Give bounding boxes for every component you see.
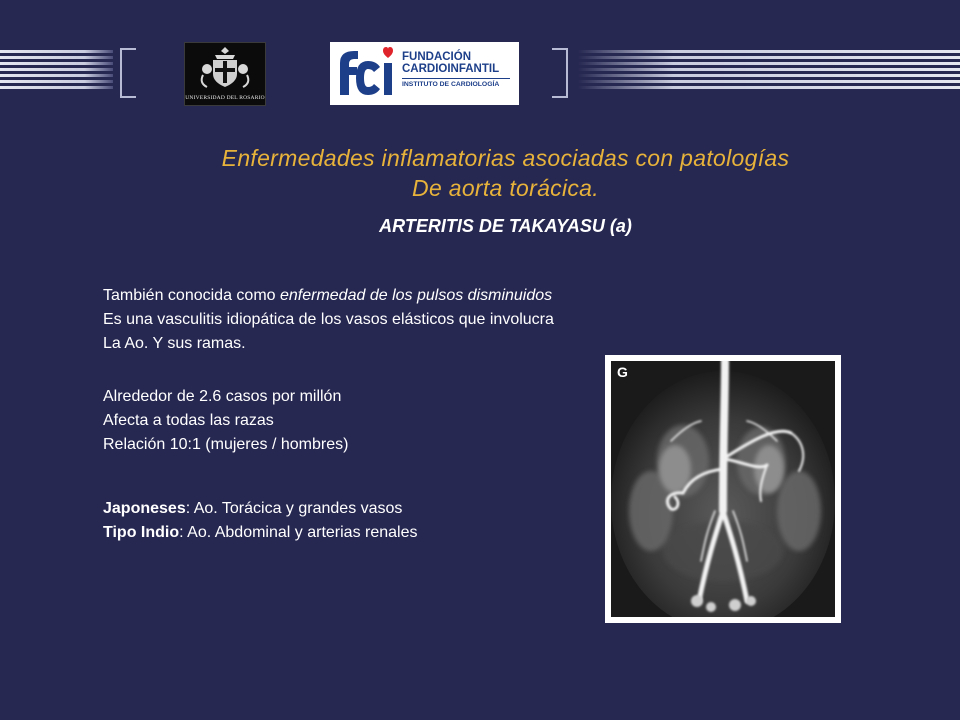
- bracket-left: [120, 48, 136, 98]
- stripe-line: [0, 74, 113, 77]
- title-line-2: De aorta torácica.: [412, 175, 599, 201]
- mri-angiography-image: [605, 355, 841, 623]
- mri-scan: [611, 361, 835, 617]
- fci-line2: CARDIOINFANTIL: [402, 63, 500, 75]
- epidemiology-line-1: Alrededor de 2.6 casos por millón: [103, 388, 342, 405]
- fci-divider: [402, 78, 510, 79]
- bracket-right: [552, 48, 568, 98]
- stripe-line: [578, 56, 960, 59]
- type-japanese-label: Japoneses: [103, 500, 186, 517]
- definition-line-1-text: También conocida como: [103, 287, 280, 304]
- fci-mark-icon: [336, 45, 400, 101]
- stripe-line: [0, 68, 113, 71]
- definition-line-2: Es una vasculitis idiopática de los vasos elásticos que involucra: [103, 311, 554, 328]
- slide-subtitle: ARTERITIS DE TAKAYASU (a): [379, 216, 632, 236]
- fci-line3: INSTITUTO DE CARDIOLOGÍA: [402, 81, 500, 88]
- definition-paragraph: [103, 284, 554, 356]
- header-stripes-left: [0, 48, 113, 94]
- image-panel-label: G: [617, 364, 628, 380]
- title-line-1: Enfermedades inflamatorias asociadas con patologías: [221, 145, 790, 171]
- type-indian-label: Tipo Indio: [103, 524, 180, 541]
- epidemiology-paragraph: [103, 385, 348, 457]
- fci-line1: FUNDACIÓN: [402, 51, 471, 63]
- stripe-line: [578, 74, 960, 77]
- epidemiology-line-3: Relación 10:1 (mujeres / hombres): [103, 436, 349, 453]
- stripe-line: [0, 86, 113, 89]
- slide-title: [0, 143, 960, 203]
- stripe-line: [578, 80, 960, 83]
- definition-line-1: [103, 284, 554, 308]
- stripe-line: [0, 80, 113, 83]
- crest-icon: [185, 43, 265, 93]
- stripe-line: [0, 62, 113, 65]
- definition-line-3: La Ao. Y sus ramas.: [103, 335, 246, 352]
- stripe-line: [578, 62, 960, 65]
- epidemiology-line-2: Afecta a todas las razas: [103, 412, 274, 429]
- stripe-line: [578, 86, 960, 89]
- type-japanese: [103, 497, 418, 521]
- fundacion-cardioinfantil-logo: [330, 42, 519, 105]
- stripe-line: [0, 56, 113, 59]
- header-stripes-right: [578, 48, 960, 94]
- stripe-line: [578, 50, 960, 53]
- type-indian: [103, 521, 418, 545]
- type-indian-desc: : Ao. Abdominal y arterias renales: [179, 524, 418, 541]
- disease-alias: enfermedad de los pulsos disminuidos: [279, 287, 553, 304]
- stripe-line: [0, 50, 113, 53]
- type-japanese-desc: : Ao. Torácica y grandes vasos: [185, 500, 403, 517]
- types-paragraph: [103, 497, 418, 545]
- universidad-del-rosario-logo: [184, 42, 266, 106]
- stripe-line: [578, 68, 960, 71]
- logo-caption: UNIVERSIDAD DEL ROSARIO: [185, 95, 265, 101]
